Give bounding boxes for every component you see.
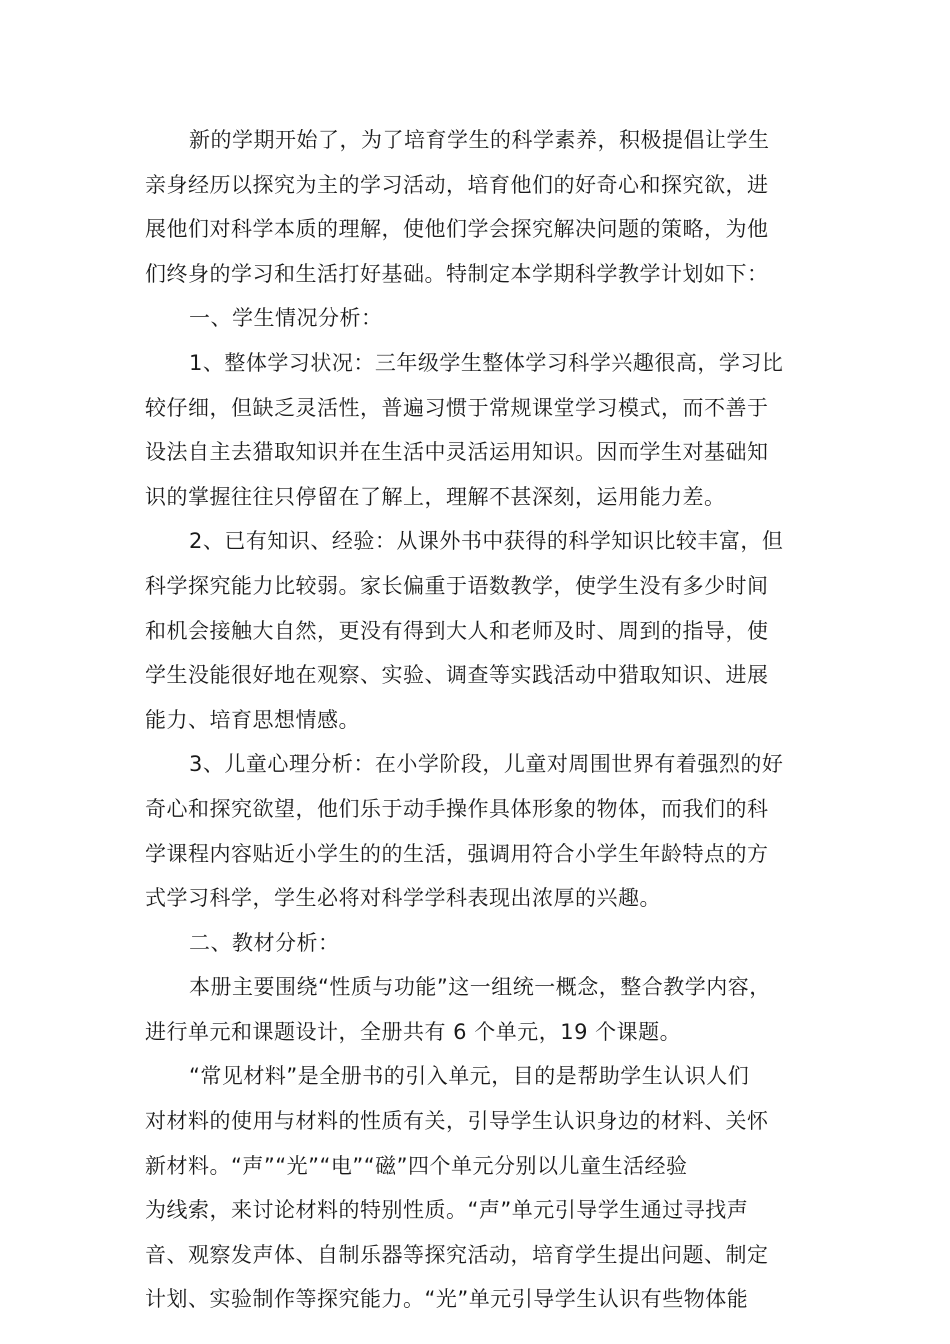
text-line: 二、教材分析： <box>189 930 340 955</box>
text-line: 计划、实验制作等探究能力。“光”单元引导学生认识有些物体能 <box>145 1287 749 1312</box>
text-line: 2、已有知识、经验：从课外书中获得的科学知识比较丰富，但 <box>189 529 784 554</box>
text-line: 科学探究能力比较弱。家长偏重于语数教学，使学生没有多少时间 <box>145 573 769 598</box>
text-line: 式学习科学，学生必将对科学学科表现出浓厚的兴趣。 <box>145 886 661 911</box>
text-line: 1、整体学习状况：三年级学生整体学习科学兴趣很高，学习比 <box>189 350 784 375</box>
text-line: 新的学期开始了，为了培育学生的科学素养，积极提倡让学生 <box>189 128 770 152</box>
text-line: 亲身经历以探究为主的学习活动，培育他们的好奇心和探究欲，进 <box>145 172 769 197</box>
document-body <box>145 118 805 1322</box>
text-line: 识的掌握往往只停留在了解上，理解不甚深刻，运用能力差。 <box>145 484 726 509</box>
text-line: 音、观察发声体、自制乐器等探究活动，培育学生提出问题、制定 <box>145 1242 769 1267</box>
text-line: 3、儿童心理分析：在小学阶段，儿童对周围世界有着强烈的好 <box>189 752 784 777</box>
text-line: 学课程内容贴近小学生的的生活，强调用符合小学生年龄特点的方 <box>145 841 769 866</box>
text-line: 学生没能很好地在观察、实验、调查等实践活动中猎取知识、进展 <box>145 663 769 688</box>
text-line: 一、学生情况分析： <box>189 306 383 331</box>
text-line: 设法自主去猎取知识并在生活中灵活运用知识。因而学生对基础知 <box>145 440 769 465</box>
text-line: 本册主要围绕“性质与功能”这一组统一概念，整合教学内容， <box>189 975 771 1000</box>
text-line: 较仔细，但缺乏灵活性，普遍习惯于常规课堂学习模式，而不善于 <box>145 395 769 420</box>
text-line: 和机会接触大自然，更没有得到大人和老师及时、周到的指导，使 <box>145 618 769 643</box>
text-line: 对材料的使用与材料的性质有关，引导学生认识身边的材料、关怀 <box>145 1109 769 1134</box>
text-line: 奇心和探究欲望，他们乐于动手操作具体形象的物体，而我们的科 <box>145 796 769 821</box>
text-line: “常见材料”是全册书的引入单元，目的是帮助学生认识人们 <box>189 1064 750 1089</box>
text-line: 能力、培育思想情感。 <box>145 707 360 732</box>
text-line: 为线索，来讨论材料的特别性质。“声”单元引导学生通过寻找声 <box>145 1198 749 1223</box>
text-line: 们终身的学习和生活打好基础。特制定本学期科学教学计划如下： <box>145 261 769 286</box>
text-line: 新材料。“声”“光”“电”“磁”四个单元分别以儿童生活经验 <box>145 1153 688 1178</box>
text-line: 进行单元和课题设计，全册共有 6 个单元，19 个课题。 <box>145 1019 682 1044</box>
text-line: 展他们对科学本质的理解，使他们学会探究解决问题的策略，为他 <box>145 217 769 242</box>
